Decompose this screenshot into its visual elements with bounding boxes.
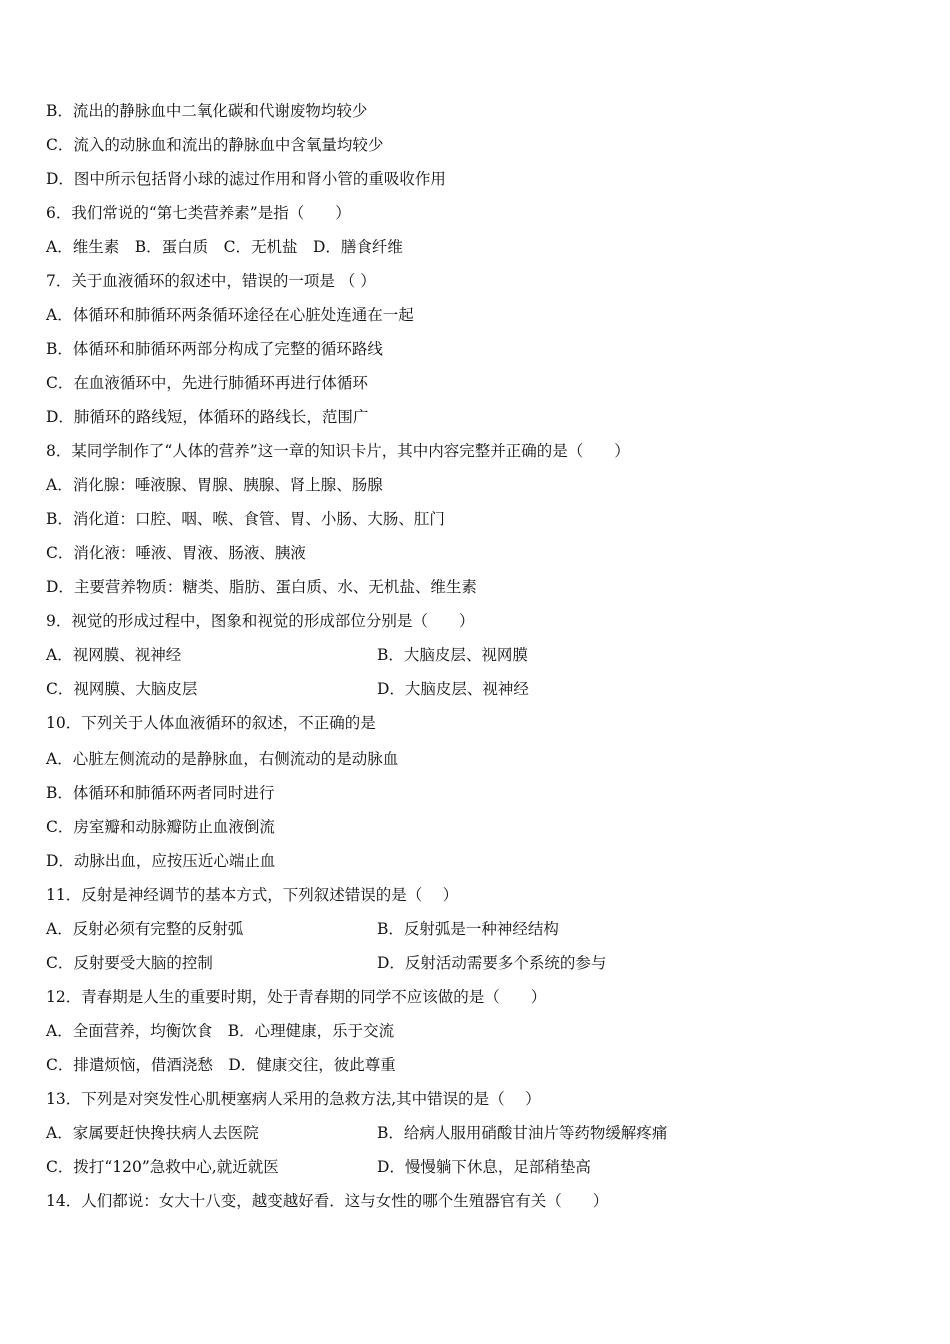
q5-option-c: C．流入的动脉血和流出的静脉血中含氧量均较少 (46, 136, 384, 154)
q9-option-d: D．大脑皮层、视神经 (377, 680, 529, 698)
q7-option-c: C．在血液循环中，先进行肺循环再进行体循环 (46, 374, 368, 392)
q7-option-a: A．体循环和肺循环两条循环途径在心脏处连通在一起 (46, 306, 414, 324)
q9-option-a: A．视网膜、视神经 (46, 646, 182, 664)
q13-option-b: B．给病人服用硝酸甘油片等药物缓解疼痛 (377, 1124, 668, 1142)
q9-option-b: B．大脑皮层、视网膜 (377, 646, 528, 664)
q11-option-b: B．反射弧是一种神经结构 (377, 920, 559, 938)
q10-option-d: D．动脉出血，应按压近心端止血 (46, 852, 276, 870)
q11-option-a: A．反射必须有完整的反射弧 (46, 920, 244, 938)
q8-option-d: D．主要营养物质：糖类、脂肪、蛋白质、水、无机盐、维生素 (46, 578, 477, 596)
q8-option-a: A．消化腺：唾液腺、胃腺、胰腺、肾上腺、肠腺 (46, 476, 383, 494)
q12-options-ab: A．全面营养，均衡饮食 B．心理健康，乐于交流 (46, 1022, 395, 1040)
q8-option-b: B．消化道：口腔、咽、喉、食管、胃、小肠、大肠、肛门 (46, 510, 445, 528)
q12-stem: 12．青春期是人生的重要时期，处于青春期的同学不应该做的是（ ） (46, 988, 547, 1006)
q7-stem: 7．关于血液循环的叙述中，错误的一项是 （ ） (46, 272, 376, 290)
q7-option-b: B．体循环和肺循环两部分构成了完整的循环路线 (46, 340, 383, 358)
q6-options: A．维生素 B．蛋白质 C．无机盐 D．膳食纤维 (46, 238, 403, 256)
q13-option-c: C．拨打“120”急救中心,就近就医 (46, 1158, 279, 1176)
q9-option-c: C．视网膜、大脑皮层 (46, 680, 198, 698)
q11-option-c: C．反射要受大脑的控制 (46, 954, 213, 972)
q8-stem: 8．某同学制作了“人体的营养”这一章的知识卡片，其中内容完整并正确的是（ ） (46, 442, 630, 460)
q7-option-d: D．肺循环的路线短，体循环的路线长，范围广 (46, 408, 369, 426)
q13-stem: 13．下列是对突发性心肌梗塞病人采用的急救方法,其中错误的是（ ） (46, 1090, 541, 1108)
q6-stem: 6．我们常说的“第七类营养素”是指（ ） (46, 204, 351, 222)
q11-stem: 11．反射是神经调节的基本方式，下列叙述错误的是（ ） (46, 886, 459, 904)
q10-option-b: B．体循环和肺循环两者同时进行 (46, 784, 275, 802)
q5-option-b: B．流出的静脉血中二氧化碳和代谢废物均较少 (46, 102, 368, 120)
q10-stem: 10．下列关于人体血液循环的叙述，不正确的是 (46, 714, 376, 732)
q5-option-d: D．图中所示包括肾小球的滤过作用和肾小管的重吸收作用 (46, 170, 446, 188)
q14-stem: 14．人们都说：女大十八变，越变越好看．这与女性的哪个生殖器官有关（ ） (46, 1192, 609, 1210)
q10-option-c: C．房室瓣和动脉瓣防止血液倒流 (46, 818, 275, 836)
q13-option-d: D．慢慢躺下休息，足部稍垫高 (377, 1158, 591, 1176)
q8-option-c: C．消化液：唾液、胃液、肠液、胰液 (46, 544, 306, 562)
q9-stem: 9．视觉的形成过程中，图象和视觉的形成部位分别是（ ） (46, 612, 475, 630)
q12-options-cd: C．排遣烦恼，借酒浇愁 D．健康交往，彼此尊重 (46, 1056, 396, 1074)
q13-option-a: A．家属要赶快搀扶病人去医院 (46, 1124, 259, 1142)
q11-option-d: D．反射活动需要多个系统的参与 (377, 954, 607, 972)
q10-option-a: A．心脏左侧流动的是静脉血，右侧流动的是动脉血 (46, 750, 399, 768)
